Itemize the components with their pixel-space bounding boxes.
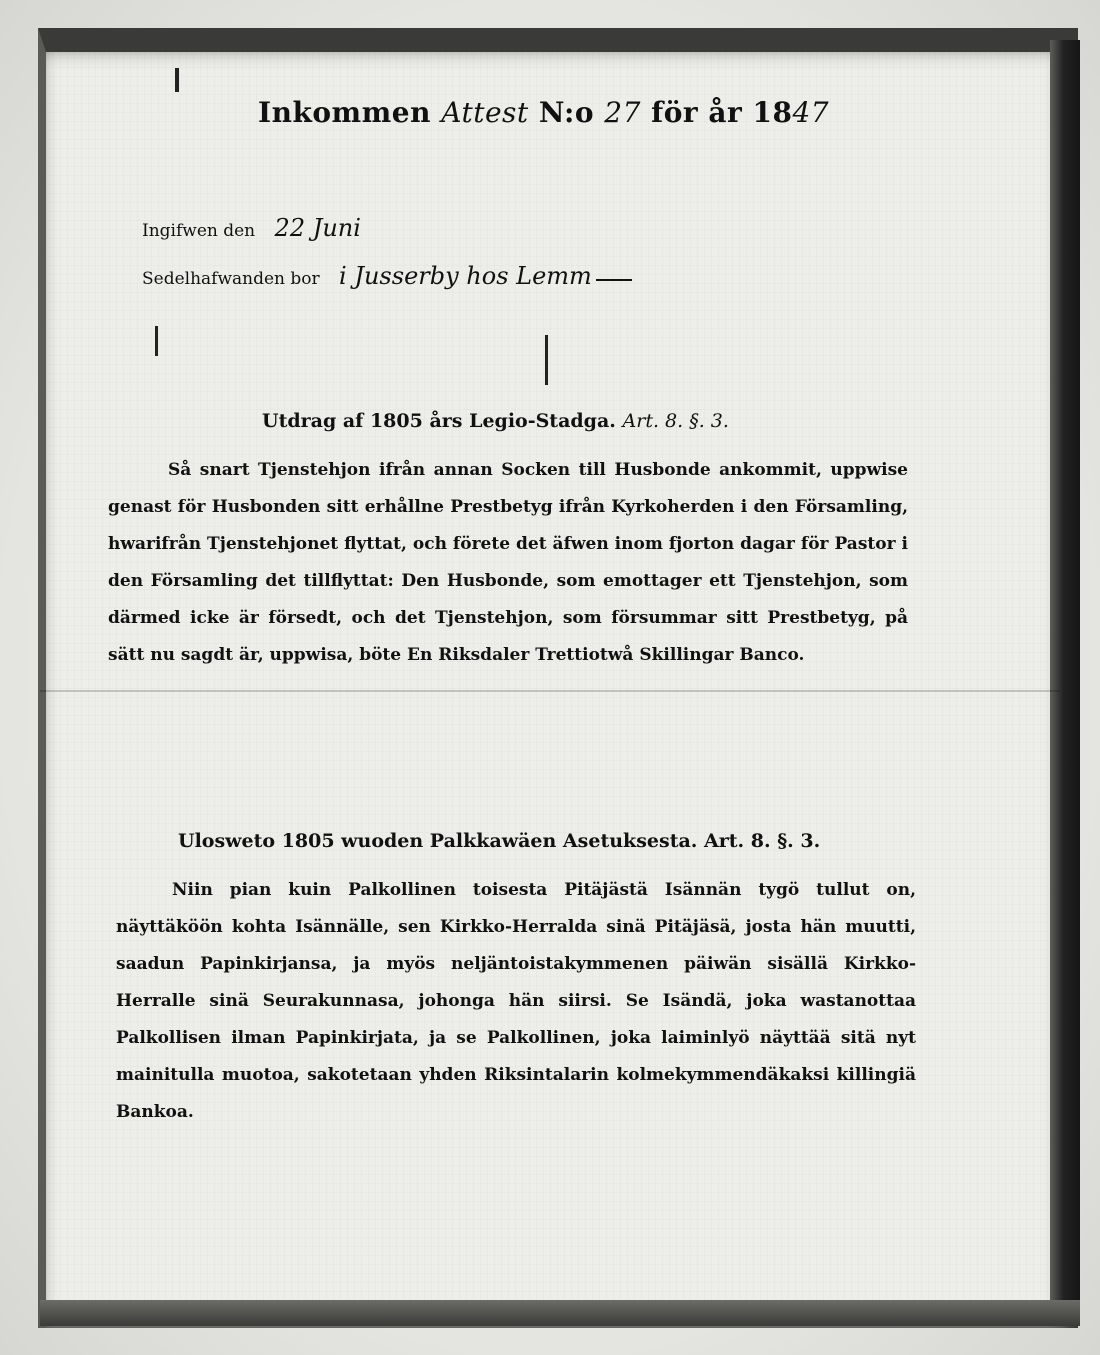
swedish-heading (262, 410, 729, 432)
heading-text: Ulosweto 1805 wuoden Palkkawäen Asetuksesta. (178, 830, 698, 852)
paper-fold-line (40, 690, 1060, 692)
ink-mark (545, 335, 548, 385)
field-label: Ingifwen den (142, 221, 256, 241)
holder-residence-field (142, 262, 632, 290)
scan-shadow-bottom (40, 1300, 1080, 1326)
field-value-handwritten: 22 Juni (274, 214, 361, 242)
article-reference: Art. 8. §. 3. (622, 410, 729, 432)
ink-mark (155, 326, 158, 356)
certificate-year: 47 (792, 96, 830, 129)
title-printed-part: N:o (538, 96, 595, 129)
heading-text: Utdrag af 1805 års Legio-Stadga. (262, 410, 616, 432)
field-value-handwritten: i Jusserby hos Lemm (339, 262, 592, 290)
handwritten-dash (596, 279, 632, 281)
title-printed-part: Inkommen (258, 96, 431, 129)
document-title (258, 96, 829, 129)
title-printed-part: för år 18 (651, 96, 793, 129)
ink-mark (175, 68, 179, 92)
finnish-heading (178, 830, 820, 852)
title-handwritten-part: Attest (441, 96, 529, 129)
scan-shadow-right (1050, 40, 1080, 1325)
swedish-paragraph: Så snart Tjenstehjon ifrån annan Socken till Husbonde ankommit, uppwise genast för Husbonden sitt erhållne Prestbetyg ifrån Kyrkoherden i den Församling, hwarifrån Tjenstehjonet flyttat, och förete det äfwen inom fjorton dagar för Pastor i den Församling det tillflyttat: Den Husbonde, som emottager ett Tjenstehjon, som därmed icke är försedt, och det Tjenstehjon, som försummar sitt Prestbetyg, på sätt nu sagdt är, uppwisa, böte En Riksdaler Trettiotwå Skillingar Banco. (108, 460, 908, 665)
certificate-number: 27 (604, 96, 641, 129)
field-label: Sedelhafwanden bor (142, 269, 320, 289)
finnish-paragraph: Niin pian kuin Palkollinen toisesta Pitäjästä Isännän tygö tullut on, näyttäköön kohta Isännälle, sen Kirkko-Herralda sinä Pitäjäsä, josta hän muutti, saadun Papinkirjansa, ja myös neljäntoistakymmenen päiwän sisällä Kirkko-Herralle sinä Seurakunnasa, johonga hän siirsi. Se Isändä, joka wastanottaa Palkollisen ilman Papinkirjata, ja se Palkollinen, joka laiminlyö näyttää sitä nyt mainitulla muotoa, sakotetaan yhden Riksintalarin kolmekymmendäkaksi killingiä Bankoa. (116, 880, 916, 1122)
received-date-field (142, 214, 361, 242)
article-reference: Art. 8. §. 3. (704, 830, 821, 852)
